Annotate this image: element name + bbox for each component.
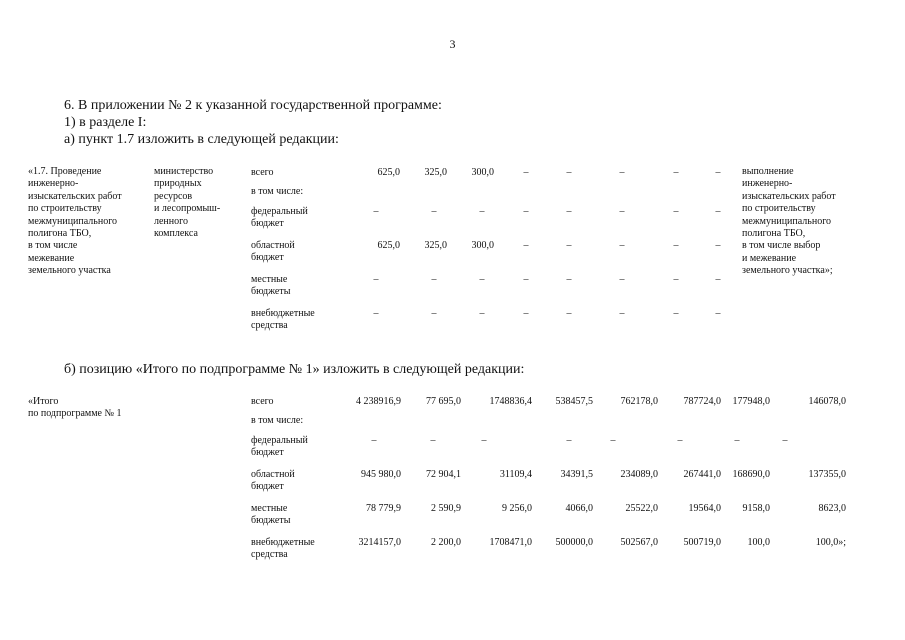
table1-executor-line: природных [154, 178, 202, 190]
table1-cell: 625,0 [377, 167, 400, 178]
table2-cell: 500719,0 [683, 537, 721, 548]
table1-cell: – [566, 167, 572, 178]
table1-executor-line: комплекса [154, 228, 198, 239]
table2-cell: 100,0»; [815, 537, 846, 548]
table2-row-label: бюджет [251, 447, 284, 459]
table2-cell: 146078,0 [808, 396, 846, 407]
table1-name-line: «1.7. Проведение [28, 166, 102, 177]
table1-cell: – [619, 167, 625, 178]
table2-cell: 3214157,0 [358, 537, 401, 548]
table2-cell: 2 590,9 [431, 503, 461, 514]
table1-cell: 325,0 [424, 240, 447, 251]
table2-row-label: внебюджетные [251, 537, 315, 548]
table2-cell: 8623,0 [818, 503, 846, 514]
table2-cell: 19564,0 [688, 503, 721, 514]
table1-cell: – [431, 274, 437, 285]
table1-row-label: всего [251, 167, 274, 178]
table1-row-label: бюджет [251, 252, 284, 264]
table1-cell: – [673, 206, 679, 217]
table2-cell: 502567,0 [620, 537, 658, 548]
table2-cell: 787724,0 [683, 396, 721, 407]
table2-cell: 25522,0 [625, 503, 658, 514]
table1-cell: – [715, 308, 721, 319]
table1-cell: – [566, 206, 572, 217]
table1-row-label: местные [251, 274, 288, 285]
table1-cell: 300,0 [471, 167, 494, 178]
table1-row-label: федеральный [251, 206, 308, 217]
table1-cell: – [523, 274, 529, 285]
table1-cell: – [715, 274, 721, 285]
table2-cell: 267441,0 [683, 469, 721, 480]
table1-cell: – [619, 308, 625, 319]
table1-name-line: межмуниципального [28, 215, 118, 227]
table2-name-line: «Итого [28, 396, 59, 407]
table1-cell: – [431, 308, 437, 319]
table1-name-line: по строительству [28, 203, 102, 215]
table1-result-line: изыскательских работ [742, 190, 836, 202]
table1-cell: – [479, 308, 485, 319]
table2-cell: – [430, 435, 436, 446]
table2-cell: 177948,0 [732, 396, 770, 407]
table2-cell: – [782, 435, 788, 446]
table2-cell: 137355,0 [808, 469, 846, 480]
paragraph-6: 6. В приложении № 2 к указанной государственной программе: [64, 98, 442, 113]
table1-cell: – [619, 206, 625, 217]
table1-result-line: и межевание [742, 252, 797, 264]
table2-cell: – [734, 435, 740, 446]
table2-cell: 72 904,1 [426, 469, 461, 480]
table1-result-line: инженерно- [742, 178, 793, 190]
table1-cell: – [619, 240, 625, 251]
table2-row-label: областной [251, 469, 295, 480]
table2-row-label: федеральный [251, 435, 308, 446]
table1-name-line: в том числе [28, 240, 78, 252]
table2-cell: – [371, 435, 377, 446]
table1-name-line: изыскательских работ [28, 190, 122, 202]
table1-cell: – [715, 167, 721, 178]
table2-cell: 500000,0 [555, 537, 593, 548]
table2-cell: 78 779,9 [366, 503, 401, 514]
table1-cell: – [373, 308, 379, 319]
table1-cell: – [373, 206, 379, 217]
table1-row-label: в том числе: [251, 186, 304, 197]
table1-row-label: бюджет [251, 218, 284, 230]
table1-row-label: внебюджетные [251, 308, 315, 319]
table2-cell: 2 200,0 [431, 537, 461, 548]
table2-row-label: средства [251, 549, 288, 561]
table1-cell: – [523, 240, 529, 251]
table2-row-label: в том числе: [251, 415, 304, 426]
table1-executor-line: ресурсов [154, 190, 193, 202]
table1-cell: – [373, 274, 379, 285]
table2-cell: 77 695,0 [426, 396, 461, 407]
table1-result-line: в том числе выбор [742, 240, 821, 252]
table1-row-label: областной [251, 240, 295, 251]
table1-cell: – [715, 206, 721, 217]
table1-row-label: бюджеты [251, 286, 291, 298]
table1-executor-line: министерство [154, 166, 214, 177]
table1-cell: – [431, 206, 437, 217]
table1-name-line: полигона ТБО, [28, 228, 92, 239]
table2-cell: 1708471,0 [489, 537, 532, 548]
table1-name-line: земельного участка [28, 265, 111, 277]
table1-result-line: полигона ТБО, [742, 228, 806, 239]
table1-cell: – [715, 240, 721, 251]
table1-cell: – [479, 274, 485, 285]
table2-row-label: всего [251, 396, 274, 407]
table2-cell: 234089,0 [620, 469, 658, 480]
table2-name-line: по подпрограмме № 1 [28, 408, 122, 420]
table2-row-label: бюджеты [251, 515, 291, 527]
table2-cell: 1748836,4 [489, 396, 532, 407]
table2-cell: 34391,5 [560, 469, 593, 480]
table1-cell: – [673, 240, 679, 251]
table1-cell: 300,0 [471, 240, 494, 251]
table2-cell: 100,0 [747, 537, 770, 548]
table1-cell: – [673, 308, 679, 319]
table2-cell: – [566, 435, 572, 446]
table1-result-line: межмуниципального [742, 215, 832, 227]
page-number: 3 [449, 37, 456, 51]
table2-cell: 168690,0 [732, 469, 770, 480]
table1-result-line: по строительству [742, 203, 816, 215]
paragraph-section-1: 1) в разделе I: [64, 115, 147, 130]
table1-cell: – [566, 274, 572, 285]
table1-cell: 325,0 [424, 167, 447, 178]
table2-cell: 538457,5 [555, 396, 593, 407]
table1-name-line: инженерно- [28, 178, 79, 190]
table1-result-line: выполнение [742, 166, 794, 177]
table1-cell: – [523, 206, 529, 217]
table1-cell: – [523, 308, 529, 319]
table1-cell: – [479, 206, 485, 217]
table2-cell: 945 980,0 [361, 469, 401, 480]
paragraph-item-b: б) позицию «Итого по подпрограмме № 1» изложить в следующей редакции: [64, 362, 525, 377]
table1-executor-line: ленного [154, 215, 188, 227]
table1-cell: – [566, 308, 572, 319]
table1-result-line: земельного участка»; [742, 265, 833, 277]
paragraph-item-a: а) пункт 1.7 изложить в следующей редакции: [64, 132, 339, 147]
table2-row-label: бюджет [251, 481, 284, 493]
table1-cell: – [673, 167, 679, 178]
table1-row-label: средства [251, 320, 288, 332]
table2-cell: – [677, 435, 683, 446]
table1-cell: – [566, 240, 572, 251]
table1-cell: – [523, 167, 529, 178]
table2-cell: 9158,0 [742, 503, 770, 514]
table2-cell: 9 256,0 [502, 503, 532, 514]
table1-cell: – [619, 274, 625, 285]
table1-executor-line: и лесопромыш- [154, 203, 221, 215]
table2-cell: – [610, 435, 616, 446]
table2-cell: 762178,0 [620, 396, 658, 407]
table1-cell: – [673, 274, 679, 285]
table2-cell: 31109,4 [499, 469, 532, 480]
table2-cell: 4 238916,9 [356, 396, 401, 407]
table2-cell: – [481, 435, 487, 446]
table1-cell: 625,0 [377, 240, 400, 251]
table1-name-line: межевание [28, 252, 75, 264]
table2-cell: 4066,0 [565, 503, 593, 514]
table2-row-label: местные [251, 503, 288, 514]
